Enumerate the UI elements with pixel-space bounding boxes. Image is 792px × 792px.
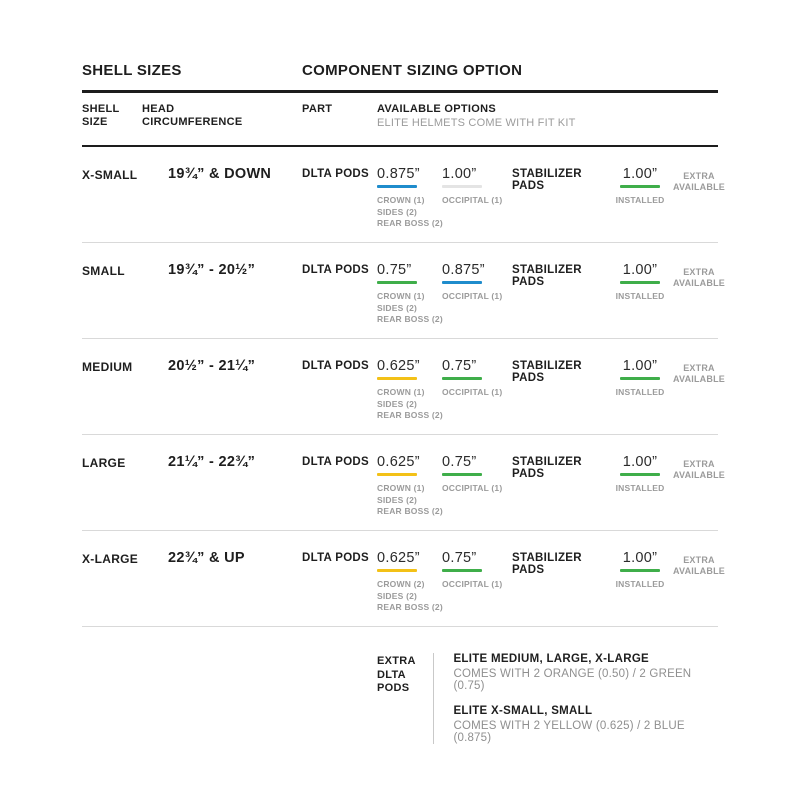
pod-component-label: CROWN (1) — [377, 291, 425, 301]
note-title: ELITE X-SMALL, SMALL — [453, 705, 593, 717]
pod-size-underline — [377, 377, 417, 380]
stabilizer-pads-label: STABILIZER PADS — [512, 360, 582, 384]
head-circumference-cell: 20½” - 21¼” — [168, 358, 256, 374]
stabilizer-option — [614, 550, 666, 591]
stabilizer-size-underline — [620, 377, 660, 380]
pod-option — [442, 358, 512, 399]
pod-option — [442, 550, 512, 591]
pod-option — [442, 262, 512, 303]
pod-size-value: 0.75” — [442, 550, 477, 566]
pod-size-underline — [377, 185, 417, 188]
pod-component-label: REAR BOSS (2) — [377, 602, 443, 612]
note-elite-medium-large-xlarge — [453, 653, 718, 692]
pod-component-label: REAR BOSS (2) — [377, 410, 443, 420]
pod-size-underline — [377, 473, 417, 476]
head-circumference-cell: 21¼” - 22¾” — [168, 454, 256, 470]
part-cell: DLTA PODS — [302, 456, 370, 468]
pod-size-underline — [442, 569, 482, 572]
row-medium — [82, 339, 725, 435]
pod-component-label: OCCIPITAL (1) — [442, 291, 503, 301]
extra-available-label: EXTRA AVAILABLE — [673, 555, 725, 576]
stabilizer-size-value: 1.00” — [622, 550, 658, 566]
pod-size-underline — [442, 281, 482, 284]
row-x-large — [82, 531, 725, 627]
pod-component-label: SIDES (2) — [377, 494, 418, 505]
shell-size-cell: X-SMALL — [82, 168, 138, 182]
note-elite-xsmall-small — [453, 705, 718, 744]
part-cell: DLTA PODS — [302, 360, 370, 372]
installed-label: INSTALLED — [615, 483, 665, 493]
stabilizer-option — [614, 262, 666, 303]
header-available-options — [377, 103, 718, 130]
pod-size-value: 0.75” — [442, 358, 477, 374]
pod-option — [377, 550, 442, 614]
stabilizer-size-value: 1.00” — [622, 262, 658, 278]
pod-component-label: CROWN (1) — [377, 387, 425, 397]
pod-option — [442, 166, 512, 207]
row-x-small — [82, 147, 725, 243]
header-available-options-subtext: ELITE HELMETS COME WITH FIT KIT — [377, 117, 576, 129]
pod-component-label: SIDES (2) — [377, 398, 418, 409]
options-cell — [377, 358, 728, 434]
stabilizer-size-underline — [620, 569, 660, 572]
options-cell — [377, 550, 728, 626]
section-titles — [82, 62, 718, 80]
installed-label: INSTALLED — [615, 195, 665, 205]
stabilizer-size-value: 1.00” — [622, 166, 658, 182]
stabilizer-option — [614, 166, 666, 207]
pod-component-label: SIDES (2) — [377, 302, 418, 313]
extra-available-label: EXTRA AVAILABLE — [673, 171, 725, 192]
part-cell: DLTA PODS — [302, 168, 370, 180]
pod-option — [377, 166, 442, 230]
pod-size-underline — [442, 185, 482, 188]
pod-size-value: 0.625” — [377, 358, 420, 374]
options-cell — [377, 262, 728, 338]
stabilizer-option — [614, 358, 666, 399]
pod-size-underline — [377, 569, 417, 572]
pod-component-label: REAR BOSS (2) — [377, 314, 443, 324]
part-cell: DLTA PODS — [302, 264, 370, 276]
pod-size-underline — [377, 281, 417, 284]
pod-size-value: 1.00” — [442, 166, 477, 182]
pod-option — [442, 454, 512, 495]
extra-dlta-pods-section — [377, 653, 718, 744]
head-circumference-cell: 19¾” - 20½” — [168, 262, 256, 278]
stabilizer-pads-label: STABILIZER PADS — [512, 552, 582, 576]
extra-dlta-pods-label-line2: DLTA PODS — [377, 668, 410, 694]
installed-label: INSTALLED — [615, 579, 665, 589]
pod-component-label: SIDES (2) — [377, 206, 418, 217]
extra-available-label: EXTRA AVAILABLE — [673, 363, 725, 384]
pod-size-value: 0.625” — [377, 454, 420, 470]
note-text: COMES WITH 2 ORANGE (0.50) / 2 GREEN (0.75) — [453, 668, 692, 692]
extra-pods-notes — [434, 653, 718, 744]
shell-size-cell: LARGE — [82, 456, 126, 470]
pod-component-label: OCCIPITAL (1) — [442, 579, 503, 589]
pod-size-value: 0.875” — [377, 166, 420, 182]
pod-option — [377, 358, 442, 422]
stabilizer-pads-label: STABILIZER PADS — [512, 168, 582, 192]
pod-size-underline — [442, 473, 482, 476]
extra-dlta-pods-label — [377, 653, 427, 744]
shell-size-cell: X-LARGE — [82, 552, 139, 566]
sizing-chart-page — [82, 62, 725, 744]
header-part: PART — [302, 103, 333, 115]
table-header — [82, 90, 718, 147]
shell-size-cell: MEDIUM — [82, 360, 133, 374]
pod-component-label: CROWN (2) — [377, 579, 425, 589]
pod-option — [377, 454, 442, 518]
note-text: COMES WITH 2 YELLOW (0.625) / 2 BLUE (0.875) — [453, 720, 685, 744]
shell-size-cell: SMALL — [82, 264, 125, 278]
extra-available-label: EXTRA AVAILABLE — [673, 459, 725, 480]
pod-component-label: CROWN (1) — [377, 195, 425, 205]
installed-label: INSTALLED — [615, 291, 665, 301]
pod-component-label: REAR BOSS (2) — [377, 506, 443, 516]
pod-component-label: OCCIPITAL (1) — [442, 387, 503, 397]
options-cell — [377, 454, 728, 530]
note-title: ELITE MEDIUM, LARGE, X-LARGE — [453, 653, 650, 665]
pod-option — [377, 262, 442, 326]
shell-sizes-title: SHELL SIZES — [82, 62, 182, 79]
stabilizer-size-value: 1.00” — [622, 358, 658, 374]
pod-component-label: REAR BOSS (2) — [377, 218, 443, 228]
pod-component-label: OCCIPITAL (1) — [442, 195, 503, 205]
part-cell: DLTA PODS — [302, 552, 370, 564]
row-small — [82, 243, 725, 339]
head-circumference-cell: 19¾” & DOWN — [168, 166, 272, 182]
stabilizer-size-underline — [620, 185, 660, 188]
pod-size-value: 0.625” — [377, 550, 420, 566]
row-large — [82, 435, 725, 531]
stabilizer-pads-label: STABILIZER PADS — [512, 456, 582, 480]
pod-size-value: 0.875” — [442, 262, 485, 278]
pod-component-label: CROWN (1) — [377, 483, 425, 493]
stabilizer-size-underline — [620, 473, 660, 476]
head-circumference-cell: 22¾” & UP — [168, 550, 245, 566]
stabilizer-option — [614, 454, 666, 495]
stabilizer-size-value: 1.00” — [622, 454, 658, 470]
pod-component-label: SIDES (2) — [377, 590, 418, 601]
installed-label: INSTALLED — [615, 387, 665, 397]
pod-component-label: OCCIPITAL (1) — [442, 483, 503, 493]
header-available-options-label: AVAILABLE OPTIONS — [377, 103, 496, 115]
component-sizing-option-title: COMPONENT SIZING OPTION — [302, 62, 523, 79]
stabilizer-pads-label: STABILIZER PADS — [512, 264, 582, 288]
stabilizer-size-underline — [620, 281, 660, 284]
pod-size-value: 0.75” — [377, 262, 412, 278]
header-shell-size: SHELL SIZE — [82, 103, 120, 128]
header-head-circumference: HEAD CIRCUMFERENCE — [142, 103, 243, 128]
extra-dlta-pods-label-line1: EXTRA — [377, 655, 416, 667]
options-cell — [377, 166, 728, 242]
pod-size-underline — [442, 377, 482, 380]
pod-size-value: 0.75” — [442, 454, 477, 470]
extra-available-label: EXTRA AVAILABLE — [673, 267, 725, 288]
